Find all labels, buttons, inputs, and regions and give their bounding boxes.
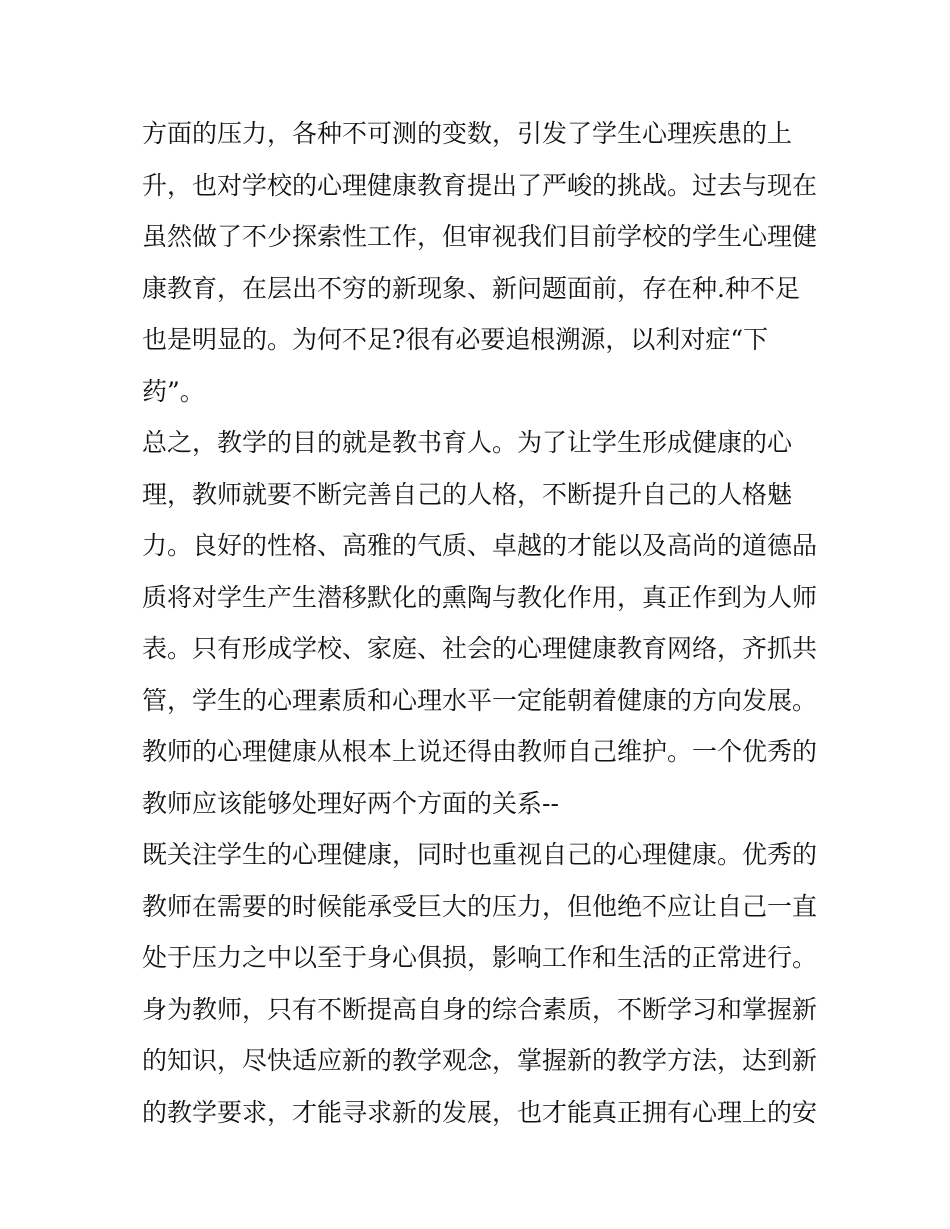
text-line: 也是明显的。为何不足?很有必要追根溯源，以利对症“下	[142, 325, 769, 354]
body-text	[142, 108, 842, 1138]
text-line: 升，也对学校的心理健康教育提出了严峻的挑战。过去与现在	[142, 170, 818, 200]
text-line: 总之，教学的目的就是教书育人。为了让学生形成健康的心	[142, 428, 793, 457]
text-line: 康教育，在层出不穷的新现象、新问题面前，存在种.种不足	[142, 273, 800, 303]
text-line: 处于压力之中以至于身心俱损，影响工作和生活的正常进行。	[142, 943, 818, 972]
text-line: 力。良好的性格、高雅的气质、卓越的才能以及高尚的道德品	[142, 531, 818, 560]
text-line: 质将对学生产生潜移默化的熏陶与教化作用，真正作到为人师	[142, 582, 818, 612]
text-line: 的教学要求，才能寻求新的发展，也才能真正拥有心理上的安	[142, 1097, 818, 1127]
text-line: 既关注学生的心理健康，同时也重视自己的心理健康。优秀的	[142, 840, 818, 869]
text-line: 身为教师，只有不断提高自身的综合素质，不断学习和掌握新	[142, 994, 818, 1024]
text-line: 管，学生的心理素质和心理水平一定能朝着健康的方向发展。	[142, 685, 818, 715]
text-line: 教师的心理健康从根本上说还得由教师自己维护。一个优秀的	[142, 737, 818, 766]
text-line: 教师应该能够处理好两个方面的关系--	[142, 788, 559, 818]
text-line: 的知识，尽快适应新的教学观念，掌握新的教学方法，达到新	[142, 1046, 818, 1075]
text-line: 方面的压力，各种不可测的变数，引发了学生心理疾患的上	[142, 119, 793, 148]
text-line: 药”。	[142, 376, 205, 406]
text-line: 表。只有形成学校、家庭、社会的心理健康教育网络，齐抓共	[142, 634, 818, 663]
text-line: 教师在需要的时候能承受巨大的压力，但他绝不应让自己一直	[142, 891, 818, 921]
text-line: 虽然做了不少探索性工作，但审视我们目前学校的学生心理健	[142, 222, 818, 251]
text-line: 理，教师就要不断完善自己的人格，不断提升自己的人格魅	[142, 479, 793, 509]
